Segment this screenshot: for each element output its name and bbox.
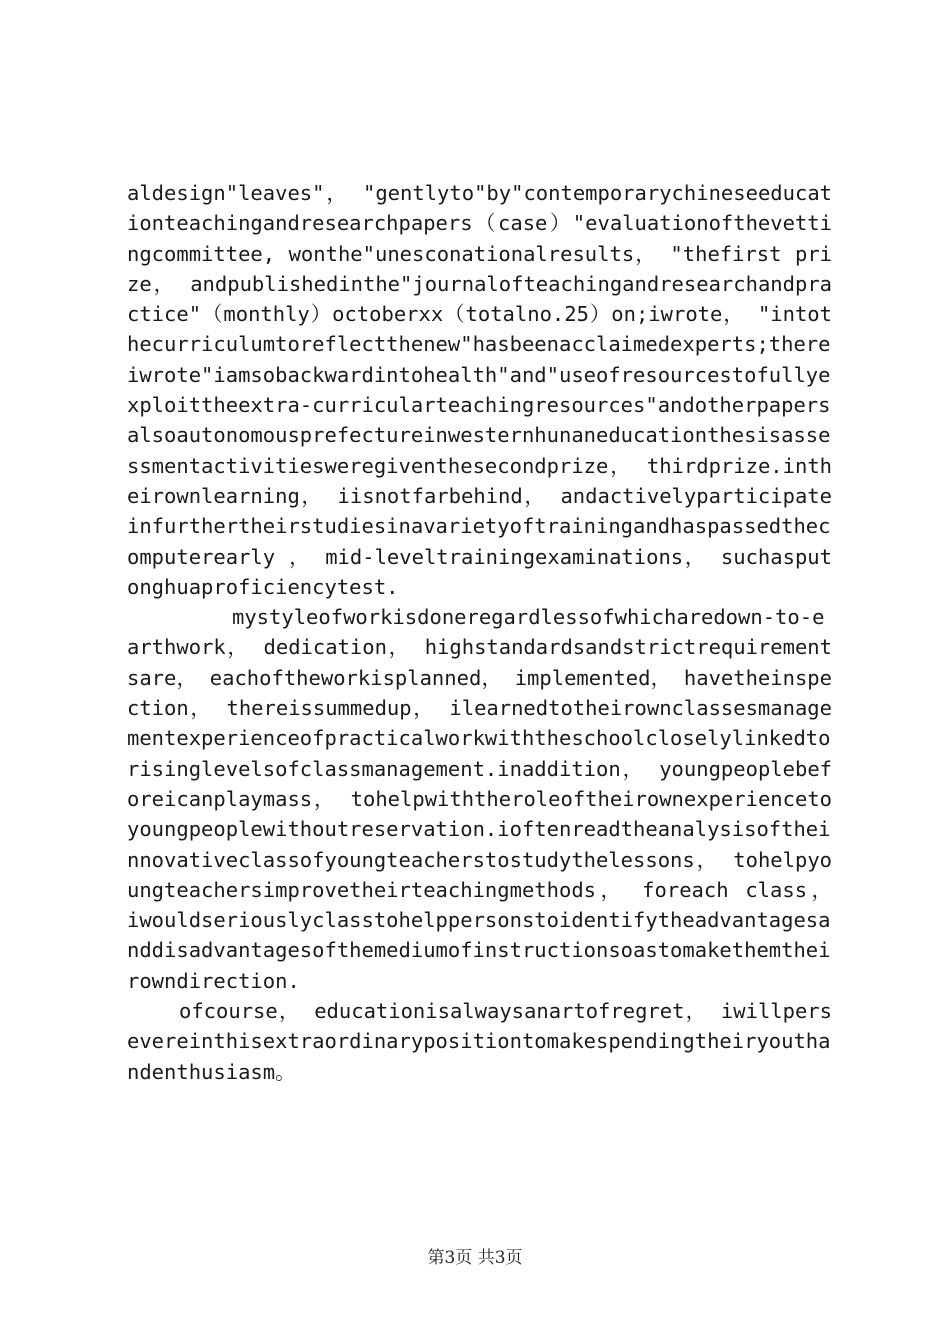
paragraph-awards: aldesign"leaves"， "gentlyto"by"contemporarychineseeducationteachingandresearchpapers（case）"evaluationofthevettingcommittee, wonthe"unesconationalresults， "thefirst prize， andpublishedinthe"journalofteachingandresearchandpractice"（monthly）octoberxx（totalno.25）on;iwrote， "intothecurriculumtoreflectthenew"hasbeenacclaimedexperts;thereiwrote"iamsobackwardintohealth"and"useofresourcestofullyexploittheextra-curricularteachingresources"andotherpapersalsoautonomousprefectureinwesternhunaneducationthesisassessmentactivitiesweregiventhesecondprize， thirdprize.intheirownlearning， iisnotfarbehind， andactivelyparticipateinfurthertheirstudiesinavarietyoftrainingandhaspassedthecomputerearly ， mid-leveltrainingexaminations， suchasputonghuaproficiencytest. [127, 181, 832, 599]
page-number-footer: 第3页 共3页 [427, 1248, 523, 1268]
document-body [127, 178, 832, 1087]
paragraph-conclusion: ofcourse， educationisalwaysanartofregret， iwillpersevereinthisextraordinarypositiontomakespendingtheiryouthandenthusiasm。 [127, 999, 832, 1084]
paragraph-work-style: mystyleofworkisdoneregardlessofwhicharedown-to-earthwork， dedication， highstandardsandstrictrequirementsare， eachoftheworkisplanned， implemented， havetheinspection， thereissummedup， ilearnedtotheirownclassesmanagementexperienceofpracticalworkwiththeschoolcloselylinkedtorisinglevelsofclassmanagement.inaddition， youngpeoplebeforeicanplaymass， tohelpwiththeroleoftheirownexperiencetoyoungpeoplewithoutreservation.ioftenreadtheanalysisoftheinnovativeclassofyoungteacherstostudythelessons， tohelpyoungteachersimprovetheirteachingmethods， foreach class， iwouldseriouslyclasstohelppersonstoidentifytheadvantagesanddisadvantagesofthemediumofinstructionsoastomakethemtheirowndirection. [127, 605, 832, 993]
